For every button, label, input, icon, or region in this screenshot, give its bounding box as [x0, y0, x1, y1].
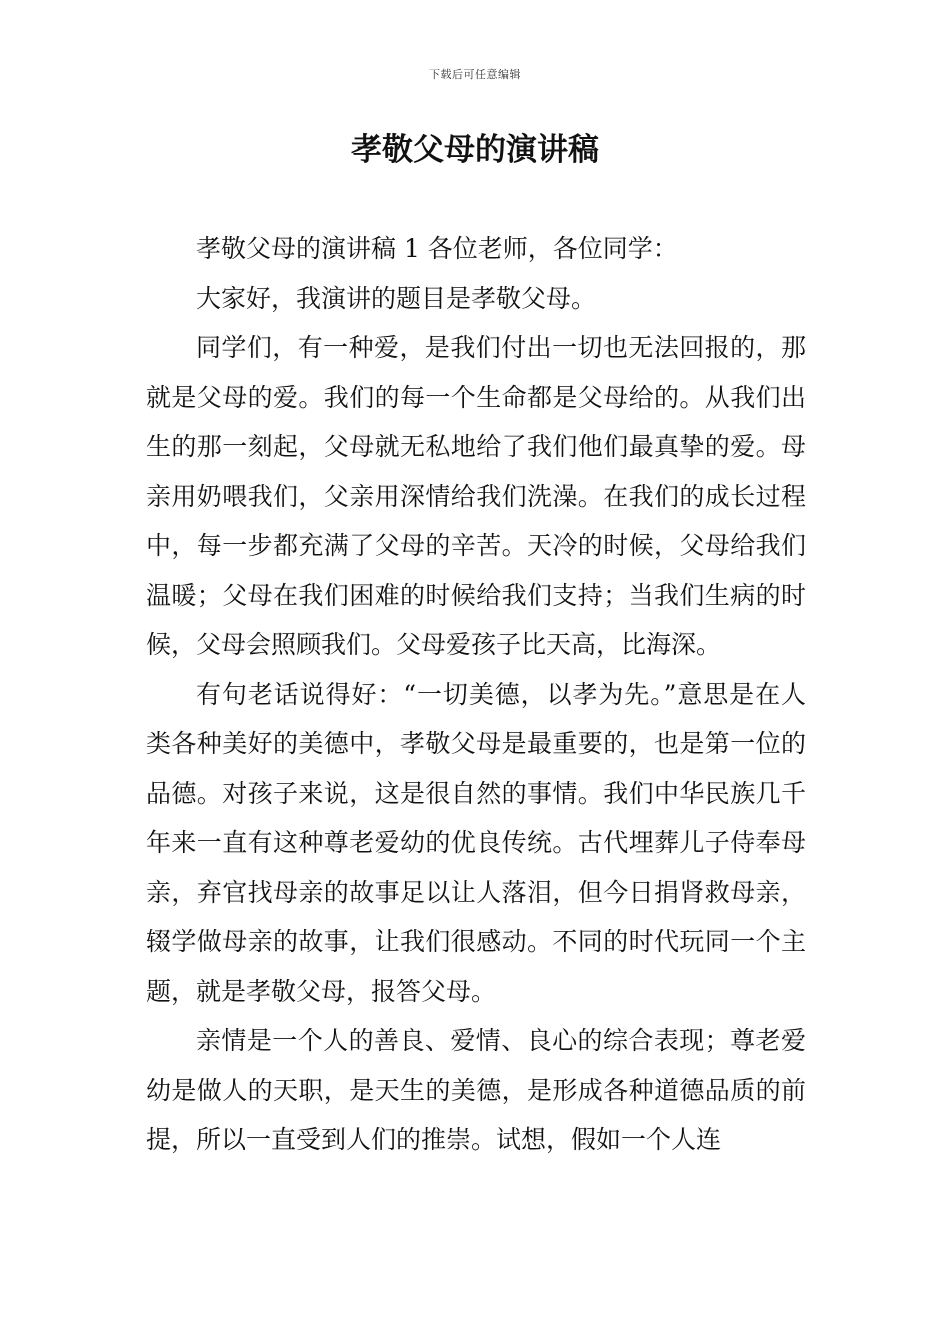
paragraph-2: 大家好，我演讲的题目是孝敬父母。 — [196, 283, 597, 313]
document-body — [146, 224, 806, 1165]
paragraph-1: 孝敬父母的演讲稿 1 各位老师，各位同学： — [196, 234, 678, 263]
paragraph-5: 亲情是一个人的善良、爱情、良心的综合表现；尊老爱幼是做人的天职，是天生的美德，是形成各种道德品质的前提，所以一直受到人们的推崇。试想，假如一个人连 — [146, 1026, 806, 1154]
paragraph-4: 有句老话说得好：“一切美德，以孝为先。”意思是在人类各种美好的美德中，孝敬父母是最重要的，也是第一位的品德。对孩子来说，这是很自然的事情。我们中华民族几千年来一直有这种尊老爱幼的优良传统。古代埋葬儿子侍奉母亲，弃官找母亲的故事足以让人落泪，但今日捐肾救母亲，辍学做母亲的故事，让我们很感动。不同的时代玩同一个主题，就是孝敬父母，报答父母。 — [146, 679, 806, 1006]
paragraph-3: 同学们，有一种爱，是我们付出一切也无法回报的，那就是父母的爱。我们的每一个生命都是父母给的。从我们出生的那一刻起，父母就无私地给了我们他们最真挚的爱。母亲用奶喂我们，父亲用深情给我们洗澡。在我们的成长过程中，每一步都充满了父母的辛苦。天冷的时候，父母给我们温暖；父母在我们困难的时候给我们支持；当我们生病的时候，父母会照顾我们。父母爱孩子比天高，比海深。 — [146, 333, 806, 659]
page-header-note: 下载后可任意编辑 — [429, 68, 521, 81]
document-title: 孝敬父母的演讲稿 — [351, 132, 599, 168]
